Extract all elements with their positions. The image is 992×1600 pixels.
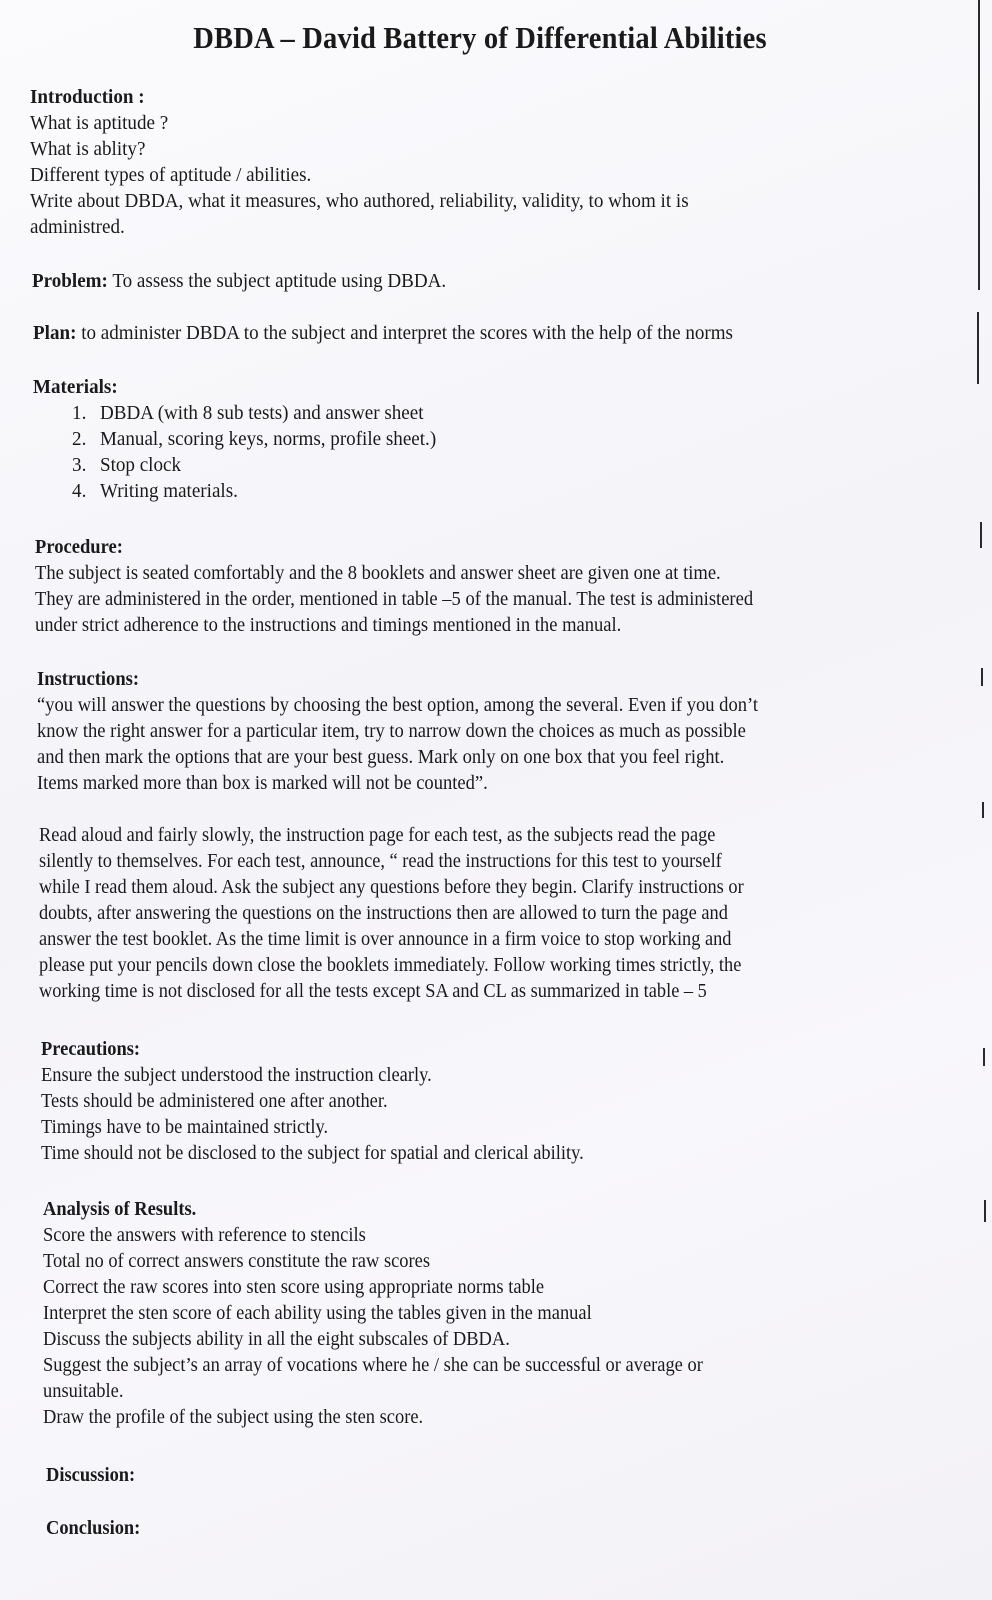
item-number: 2. bbox=[72, 428, 87, 450]
analysis-line: Discuss the subjects ability in all the eight subscales of DBDA. bbox=[43, 1328, 510, 1350]
administration-paragraph bbox=[39, 822, 744, 1004]
item-text: Stop clock bbox=[99, 454, 181, 476]
materials-section bbox=[33, 374, 436, 504]
instructions-line: and then mark the options that are your best guess. Mark only on one box that you feel right. bbox=[37, 746, 725, 768]
problem-section bbox=[32, 268, 446, 294]
paragraph-line: working time is not disclosed for all the tests except SA and CL as summarized in table – 5 bbox=[39, 980, 707, 1002]
analysis-line: Correct the raw scores into sten score using appropriate norms table bbox=[43, 1276, 545, 1298]
procedure-line: The subject is seated comfortably and the 8 booklets and answer sheet are given one at time. bbox=[35, 562, 721, 584]
plan-text: to administer DBDA to the subject and interpret the scores with the help of the norms bbox=[76, 322, 733, 344]
introduction-section bbox=[30, 84, 689, 240]
item-text: DBDA (with 8 sub tests) and answer sheet bbox=[99, 402, 424, 424]
precautions-section bbox=[41, 1036, 584, 1166]
materials-item bbox=[72, 452, 436, 478]
precautions-line: Timings have to be maintained strictly. bbox=[41, 1116, 329, 1138]
paragraph-line: silently to themselves. For each test, announce, “ read the instructions for this test to yourself bbox=[39, 850, 722, 872]
plan-section bbox=[33, 320, 733, 346]
instructions-line: Items marked more than box is marked will not be counted”. bbox=[37, 772, 488, 794]
scan-edge-mark bbox=[977, 312, 979, 384]
instructions-line: “you will answer the questions by choosing the best option, among the several. Even if you don’t bbox=[37, 694, 759, 716]
scan-edge-mark bbox=[980, 522, 982, 548]
materials-item bbox=[72, 478, 436, 504]
instructions-section bbox=[37, 666, 758, 796]
conclusion-heading: Conclusion: bbox=[46, 1517, 141, 1539]
scan-edge-mark bbox=[981, 668, 983, 686]
precautions-heading: Precautions: bbox=[41, 1038, 141, 1060]
paragraph-line: doubts, after answering the questions on the instructions then are allowed to turn the page and bbox=[39, 902, 728, 924]
analysis-line: Draw the profile of the subject using the sten score. bbox=[43, 1406, 424, 1428]
problem-text: To assess the subject aptitude using DBDA. bbox=[107, 270, 447, 292]
discussion-heading: Discussion: bbox=[46, 1464, 136, 1486]
scan-edge-mark bbox=[983, 1048, 985, 1066]
document-title: DBDA – David Battery of Differential Abilities bbox=[193, 20, 767, 55]
instructions-line: know the right answer for a particular item, try to narrow down the choices as much as possible bbox=[37, 720, 746, 742]
procedure-line: They are administered in the order, mentioned in table –5 of the manual. The test is administered bbox=[35, 588, 754, 610]
item-number: 4. bbox=[72, 480, 87, 502]
scan-edge-mark bbox=[984, 1200, 986, 1222]
analysis-heading: Analysis of Results. bbox=[43, 1198, 197, 1220]
item-text: Manual, scoring keys, norms, profile sheet.) bbox=[99, 428, 437, 450]
analysis-line: Interpret the sten score of each ability using the tables given in the manual bbox=[43, 1302, 592, 1324]
precautions-line: Time should not be disclosed to the subject for spatial and clerical ability. bbox=[41, 1142, 584, 1164]
materials-item bbox=[72, 426, 436, 452]
procedure-heading: Procedure: bbox=[35, 536, 123, 558]
paragraph-line: answer the test booklet. As the time limit is over announce in a firm voice to stop working and bbox=[39, 928, 732, 950]
analysis-line: Suggest the subject’s an array of vocations where he / she can be successful or average or bbox=[43, 1354, 703, 1376]
scan-edge-mark bbox=[978, 0, 980, 290]
problem-heading: Problem: bbox=[32, 270, 108, 292]
conclusion-section bbox=[46, 1515, 140, 1541]
introduction-line: Different types of aptitude / abilities. bbox=[30, 164, 312, 186]
paragraph-line: while I read them aloud. Ask the subject any questions before they begin. Clarify instructions or bbox=[39, 876, 744, 898]
paragraph-line: Read aloud and fairly slowly, the instruction page for each test, as the subjects read the page bbox=[39, 824, 716, 846]
introduction-heading: Introduction : bbox=[30, 86, 145, 108]
introduction-line: administred. bbox=[30, 216, 125, 238]
introduction-line: Write about DBDA, what it measures, who authored, reliability, validity, to whom it is bbox=[30, 190, 689, 212]
analysis-section bbox=[43, 1196, 703, 1430]
analysis-line: Total no of correct answers constitute the raw scores bbox=[43, 1250, 431, 1272]
precautions-line: Tests should be administered one after another. bbox=[41, 1090, 388, 1112]
scan-edge-mark bbox=[982, 802, 984, 818]
analysis-line: unsuitable. bbox=[43, 1380, 124, 1402]
plan-heading: Plan: bbox=[33, 322, 77, 344]
paragraph-line: please put your pencils down close the booklets immediately. Follow working times strictly, the bbox=[39, 954, 742, 976]
analysis-line: Score the answers with reference to stencils bbox=[43, 1224, 366, 1246]
materials-list bbox=[33, 400, 436, 504]
item-number: 3. bbox=[72, 454, 87, 476]
instructions-heading: Instructions: bbox=[37, 668, 140, 690]
item-number: 1. bbox=[72, 402, 87, 424]
item-text: Writing materials. bbox=[99, 480, 238, 502]
procedure-section bbox=[35, 534, 753, 638]
precautions-line: Ensure the subject understood the instruction clearly. bbox=[41, 1064, 432, 1086]
procedure-line: under strict adherence to the instructions and timings mentioned in the manual. bbox=[35, 614, 622, 636]
materials-item bbox=[72, 400, 436, 426]
discussion-section bbox=[46, 1462, 135, 1488]
introduction-line: What is aptitude ? bbox=[30, 112, 169, 134]
materials-heading: Materials: bbox=[33, 376, 118, 398]
introduction-line: What is ablity? bbox=[30, 138, 146, 160]
